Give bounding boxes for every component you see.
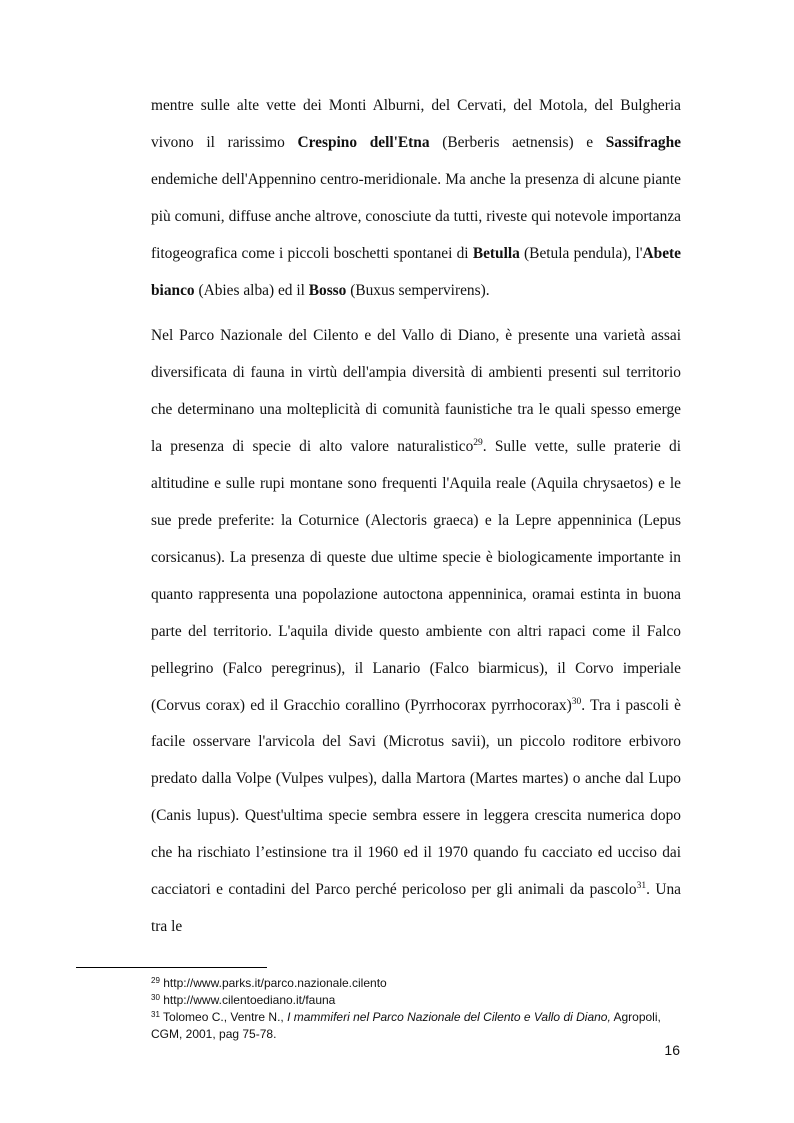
footnote-link[interactable]: http://www.cilentoediano.it/fauna [163, 993, 336, 1007]
bold-term-betulla: Betulla [472, 244, 520, 262]
text-run: (Abies alba) ed il [194, 281, 309, 299]
bold-term-bosso: Bosso [308, 281, 347, 299]
bold-term-crespino: Crespino dell'Etna [297, 133, 430, 151]
text-run: endemiche dell'Appennino centro-meridionale. Ma anche la presenza di alcune piante più comuni, diffuse anche altrove, conosciute da tutti, riveste qui notevole importanza fitogeografica come i piccoli boschetti spontanei di [151, 170, 681, 262]
footnote-separator [76, 967, 267, 968]
footnote-30 [151, 992, 681, 1009]
footnote-29 [151, 975, 681, 992]
paragraph [151, 318, 681, 945]
footnotes [151, 975, 681, 1043]
footnote-book-title: I mammiferi nel Parco Nazionale del Cilento e Vallo di Diano, [287, 1010, 611, 1024]
footnote-ref-30[interactable]: 30 [571, 696, 582, 707]
bold-term-sassifraghe: Sassifraghe [605, 133, 681, 151]
page-number: 16 [664, 1042, 680, 1058]
text-run: (Buxus sempervirens). [346, 281, 490, 299]
text-run: (Betula pendula), l' [519, 244, 643, 262]
text-run: . Una tra le [151, 881, 681, 935]
footnote-31 [151, 1009, 681, 1043]
footnote-text: Agropoli, CGM, 2001, pag 75-78. [151, 1010, 661, 1041]
text-run: (Berberis aetnensis) e [429, 133, 606, 151]
footnote-link[interactable]: http://www.parks.it/parco.nazionale.cilento [163, 976, 387, 990]
body-text [151, 88, 681, 946]
footnote-number: 31 [151, 1010, 160, 1019]
footnote-ref-29[interactable]: 29 [473, 438, 483, 449]
footnote-ref-31[interactable]: 31 [636, 881, 647, 892]
bold-term-abete-bianco: Abete bianco [151, 244, 681, 299]
text-run: . Sulle vette, sulle praterie di altitudine e sulle rupi montane sono frequenti l'Aquila reale (Aquila chrysaetos) e le sue prede preferite: la Coturnice (Alectoris graeca) e la Lepre appenninica (Lepus corsicanus). La presenza di queste due ultime specie è biologicamente importante in quanto rappresenta una popolazione autoctona appenninica, oramai estinta in buona parte del territorio. L'aquila divide questo ambiente con altri rapaci come il Falco pellegrino (Falco peregrinus), il Lanario (Falco biarmicus), il Corvo imperiale (Corvus corax) ed il Gracchio corallino (Pyrrhocorax pyrrhocorax) [151, 438, 682, 714]
footnote-text: Tolomeo C., Ventre N., [163, 1010, 288, 1024]
footnote-number: 30 [151, 993, 160, 1002]
text-run: Nel Parco Nazionale del Cilento e del Vallo di Diano, è presente una varietà assai diversificata di fauna in virtù dell'ampia diversità di ambienti presenti sul territorio che determinano una molteplicità di comunità faunistiche tra le quali spesso emerge la presenza di specie di alto valore naturalistico [151, 327, 681, 456]
text-run: mentre sulle alte vette dei Monti Alburni, del Cervati, del Motola, del Bulgheria vivono il rarissimo [151, 97, 681, 151]
text-run: . Tra i pascoli è facile osservare l'arvicola del Savi (Microtus savii), un piccolo roditore erbivoro predato dalla Volpe (Vulpes vulpes), dalla Martora (Martes martes) o anche dal Lupo (Canis lupus). Quest'ultima specie sembra essere in leggera crescita numerica dopo che ha rischiato l’estinsione tra il 1960 ed il 1970 quando fu cacciato ed ucciso dai cacciatori e contadini del Parco perché pericoloso per gli animali da pascolo [151, 696, 681, 899]
footnote-number: 29 [151, 976, 160, 985]
paragraph [151, 88, 681, 309]
